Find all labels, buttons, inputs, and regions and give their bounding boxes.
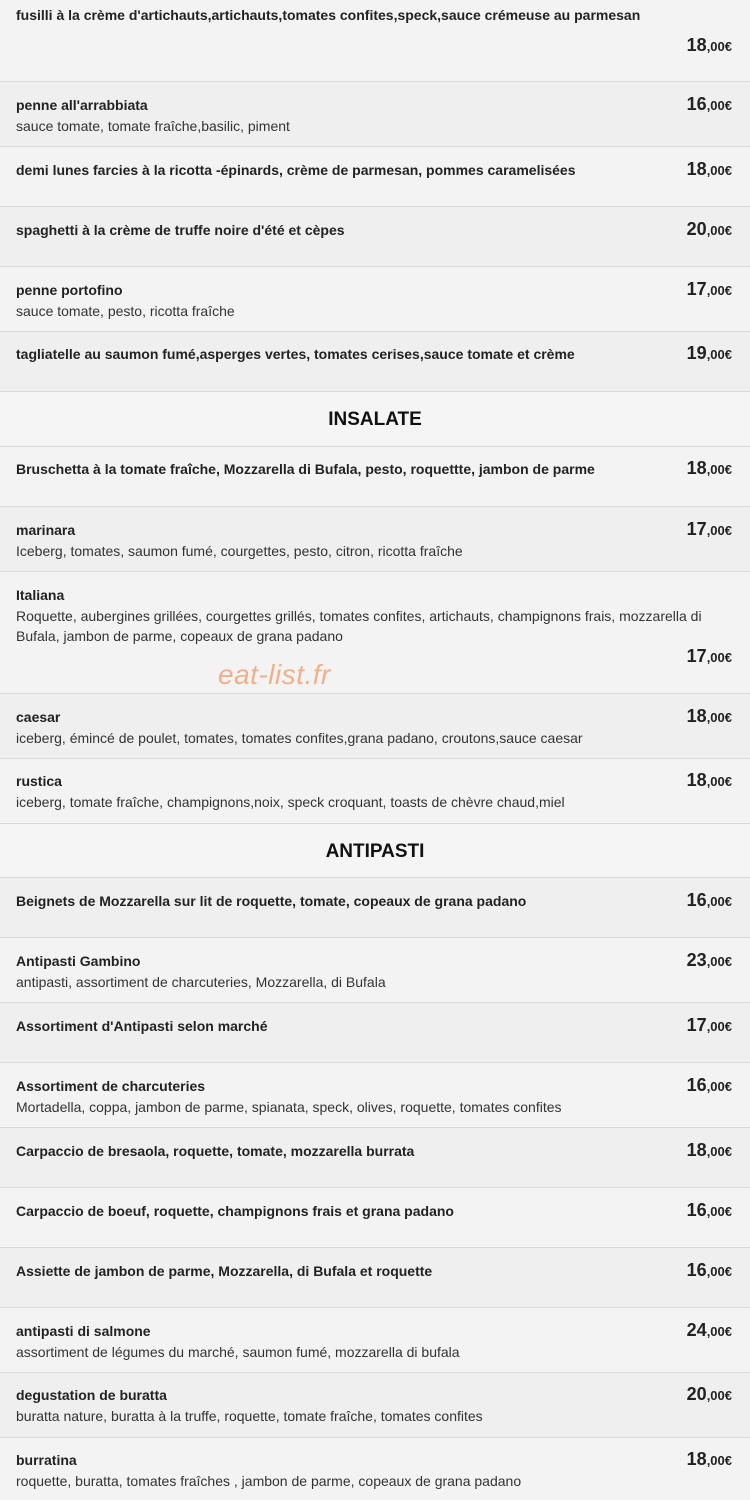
menu-item <box>0 267 750 332</box>
dish-description: iceberg, tomate fraîche, champignons,noix, speck croquant, toasts de chèvre chaud,miel <box>16 794 565 810</box>
menu-item <box>0 1373 750 1438</box>
dish-name: penne portofino <box>16 282 123 298</box>
dish-price: 17,00€ <box>686 519 732 539</box>
dish-name: Bruschetta à la tomate fraîche, Mozzarella di Bufala, pesto, roquettte, jambon de parme <box>16 461 595 477</box>
dish-description: assortiment de légumes du marché, saumon fumé, mozzarella di bufala <box>16 1344 460 1360</box>
dish-price: 17,00€ <box>686 1015 732 1035</box>
dish-name: spaghetti à la crème de truffe noire d'été et cèpes <box>16 222 345 238</box>
dish-price: 16,00€ <box>686 1200 732 1220</box>
dish-name: Assiette de jambon de parme, Mozzarella, di Bufala et roquette <box>16 1263 433 1279</box>
menu-item <box>0 1188 750 1248</box>
section-header-insalate <box>0 392 750 447</box>
menu-item <box>0 694 750 759</box>
menu-item <box>0 878 750 938</box>
watermark-text: eat-list.fr <box>218 659 331 690</box>
menu-item <box>0 1308 750 1373</box>
dish-name: Beignets de Mozzarella sur lit de roquette, tomate, copeaux de grana padano <box>16 893 527 909</box>
dish-description: roquette, buratta, tomates fraîches , jambon de parme, copeaux de grana padano <box>16 1473 522 1489</box>
dish-name: marinara <box>16 522 76 538</box>
dish-name: degustation de buratta <box>16 1387 167 1403</box>
dish-description: Roquette, aubergines grillées, courgettes grillés, tomates confites, artichauts, champignons frais, mozzarella di Bufala, jambon de parme, copeaux de grana padano <box>16 608 702 644</box>
dish-price: 17,00€ <box>686 279 732 299</box>
dish-description: iceberg, émincé de poulet, tomates, tomates confites,grana padano, croutons,sauce caesar <box>16 730 583 746</box>
dish-description: sauce tomate, pesto, ricotta fraîche <box>16 303 235 319</box>
menu-item <box>0 1003 750 1063</box>
dish-price: 20,00€ <box>686 219 732 239</box>
dish-price: 17,00€ <box>686 646 732 666</box>
section-title: ANTIPASTI <box>325 841 425 862</box>
menu-item <box>0 1063 750 1128</box>
dish-name: Carpaccio de boeuf, roquette, champignons frais et grana padano <box>16 1203 454 1219</box>
dish-name: rustica <box>16 773 62 789</box>
dish-description: Iceberg, tomates, saumon fumé, courgettes, pesto, citron, ricotta fraîche <box>16 543 463 559</box>
menu-item <box>0 572 750 694</box>
menu-item <box>0 1128 750 1188</box>
dish-name: demi lunes farcies à la ricotta -épinards, crème de parmesan, pommes caramelisées <box>16 162 576 178</box>
menu-item <box>0 1438 750 1500</box>
menu-item <box>0 0 750 82</box>
dish-price: 24,00€ <box>686 1320 732 1340</box>
dish-name: Assortiment d'Antipasti selon marché <box>16 1018 268 1034</box>
menu-item <box>0 1248 750 1308</box>
menu-item <box>0 332 750 392</box>
dish-price: 18,00€ <box>686 1449 732 1469</box>
dish-description: Mortadella, coppa, jambon de parme, spianata, speck, olives, roquette, tomates confites <box>16 1099 562 1115</box>
dish-price: 16,00€ <box>686 890 732 910</box>
dish-price: 18,00€ <box>686 159 732 179</box>
menu-item <box>0 82 750 147</box>
dish-price: 18,00€ <box>686 458 732 478</box>
dish-name: burratina <box>16 1452 77 1468</box>
section-header-antipasti <box>0 824 750 878</box>
dish-price: 18,00€ <box>686 706 732 726</box>
dish-description: buratta nature, buratta à la truffe, roquette, tomate fraîche, tomates confites <box>16 1408 483 1424</box>
dish-name: Carpaccio de bresaola, roquette, tomate, mozzarella burrata <box>16 1143 415 1159</box>
dish-name: antipasti di salmone <box>16 1323 151 1339</box>
menu-item <box>0 759 750 824</box>
dish-name: fusilli à la crème d'artichauts,artichauts,tomates confites,speck,sauce crémeuse au parmesan <box>16 7 641 23</box>
menu-item <box>0 507 750 572</box>
dish-price: 18,00€ <box>686 1140 732 1160</box>
section-title: INSALATE <box>328 409 422 430</box>
dish-name: Antipasti Gambino <box>16 953 141 969</box>
dish-name: Italiana <box>16 587 65 603</box>
menu-item <box>0 447 750 507</box>
dish-price: 19,00€ <box>686 343 732 363</box>
dish-price: 16,00€ <box>686 94 732 114</box>
dish-price: 18,00€ <box>686 35 732 55</box>
dish-price: 18,00€ <box>686 770 732 790</box>
dish-price: 20,00€ <box>686 1384 732 1404</box>
dish-name: tagliatelle au saumon fumé,asperges vertes, tomates cerises,sauce tomate et crème <box>16 346 575 362</box>
menu-item <box>0 147 750 207</box>
dish-price: 23,00€ <box>686 950 732 970</box>
menu-item <box>0 938 750 1003</box>
menu-item <box>0 207 750 267</box>
dish-price: 16,00€ <box>686 1260 732 1280</box>
dish-name: Assortiment de charcuteries <box>16 1078 206 1094</box>
dish-description: sauce tomate, tomate fraîche,basilic, piment <box>16 118 290 134</box>
dish-name: caesar <box>16 709 61 725</box>
dish-description: antipasti, assortiment de charcuteries, Mozzarella, di Bufala <box>16 974 386 990</box>
dish-price: 16,00€ <box>686 1075 732 1095</box>
dish-name: penne all'arrabbiata <box>16 97 148 113</box>
